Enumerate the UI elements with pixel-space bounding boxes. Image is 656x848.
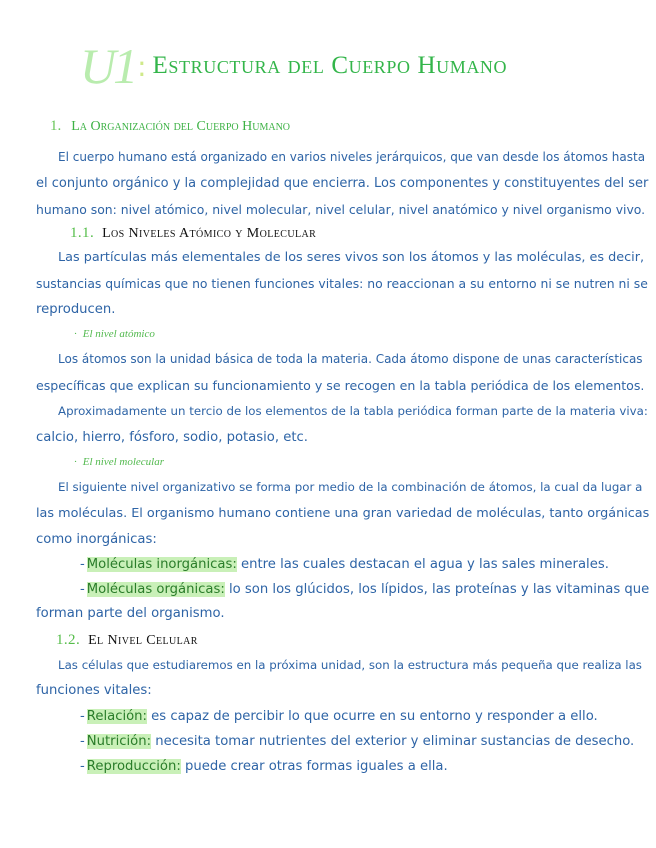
section-number: 1. bbox=[50, 118, 62, 134]
list-dash: - bbox=[80, 557, 85, 572]
paragraph-line: Aproximadamente un tercio de los elementos de la tabla periódica forman parte de la materia viva: bbox=[58, 404, 648, 418]
list-dash: - bbox=[80, 582, 85, 597]
list-text: lo son los glúcidos, los lípidos, las proteínas y las vitaminas que bbox=[224, 582, 650, 597]
paragraph-line: El cuerpo humano está organizado en varios niveles jerárquicos, que van desde los átomos hasta bbox=[58, 150, 646, 164]
highlight-label: Moléculas orgánicas: bbox=[86, 582, 225, 597]
section-number: 1.2. bbox=[56, 632, 81, 648]
highlight-label: Nutrición: bbox=[86, 734, 152, 749]
paragraph-line: El siguiente nivel organizativo se forma por medio de la combinación de átomos, la cual da lugar a bbox=[58, 480, 643, 494]
paragraph-line: funciones vitales: bbox=[36, 683, 152, 698]
section-title: La Organización del Cuerpo Humano bbox=[71, 119, 291, 134]
section-number: 1.1. bbox=[70, 225, 95, 241]
paragraph-line: humano son: nivel atómico, nivel molecular, nivel celular, nivel anatómico y nivel organismo vivo. bbox=[36, 202, 646, 217]
list-text: entre las cuales destacan el agua y las sales minerales. bbox=[236, 557, 609, 572]
paragraph-line: reproducen. bbox=[36, 302, 116, 317]
list-dash: - bbox=[80, 759, 85, 774]
section-title: Los Niveles Atómico y Molecular bbox=[102, 226, 317, 241]
list-item-inorganic bbox=[80, 557, 609, 572]
paragraph-line: como inorgánicas: bbox=[36, 532, 157, 547]
title-colon: : bbox=[137, 49, 147, 83]
highlight-label: Moléculas inorgánicas: bbox=[86, 557, 237, 572]
paragraph-line: calcio, hierro, fósforo, sodio, potasio, etc. bbox=[36, 430, 308, 445]
paragraph-line: forman parte del organismo. bbox=[36, 606, 225, 621]
bullet-dot: · bbox=[74, 456, 77, 468]
paragraph-line: específicas que explican su funcionamiento y se recogen en la tabla periódica de los elementos. bbox=[36, 378, 645, 393]
section-heading-1-2 bbox=[56, 632, 198, 649]
list-text: es capaz de percibir lo que ocurre en su entorno y responder a ello. bbox=[146, 709, 598, 724]
unit-number: U1 bbox=[80, 38, 136, 94]
bullet-dot: · bbox=[74, 328, 77, 340]
paragraph-line: Los átomos son la unidad básica de toda la materia. Cada átomo dispone de unas características bbox=[58, 352, 643, 366]
list-text: puede crear otras formas iguales a ella. bbox=[180, 759, 448, 774]
paragraph-line: el conjunto orgánico y la complejidad que encierra. Los componentes y constituyentes del ser bbox=[36, 176, 649, 191]
list-item-reproduction bbox=[80, 759, 448, 774]
highlight-label: Relación: bbox=[86, 709, 147, 724]
list-item-relation bbox=[80, 709, 598, 724]
paragraph-line: Las partículas más elementales de los seres vivos son los átomos y las moléculas, es decir, bbox=[58, 250, 645, 265]
highlight-label: Reproducción: bbox=[86, 759, 181, 774]
bullet-text: El nivel molecular bbox=[82, 456, 165, 468]
bullet-atomic-level bbox=[74, 328, 155, 340]
page-title bbox=[80, 36, 620, 96]
list-text: necesita tomar nutrientes del exterior y eliminar sustancias de desecho. bbox=[151, 734, 635, 749]
bullet-text: El nivel atómico bbox=[82, 328, 155, 340]
list-dash: - bbox=[80, 734, 85, 749]
paragraph-line: las moléculas. El organismo humano contiene una gran variedad de moléculas, tanto orgánicas bbox=[36, 506, 650, 521]
list-item-nutrition bbox=[80, 734, 634, 749]
list-dash: - bbox=[80, 709, 85, 724]
section-heading-1 bbox=[50, 118, 290, 135]
paragraph-line: Las células que estudiaremos en la próxima unidad, son la estructura más pequeña que realiza las bbox=[58, 658, 642, 672]
title-text: Estructura del Cuerpo Humano bbox=[152, 52, 508, 79]
section-heading-1-1 bbox=[70, 225, 316, 242]
paragraph-line: sustancias químicas que no tienen funciones vitales: no reaccionan a su entorno ni se nutren ni se bbox=[36, 276, 648, 291]
section-title: El Nivel Celular bbox=[88, 633, 198, 648]
bullet-molecular-level bbox=[74, 456, 164, 468]
list-item-organic bbox=[80, 582, 649, 597]
